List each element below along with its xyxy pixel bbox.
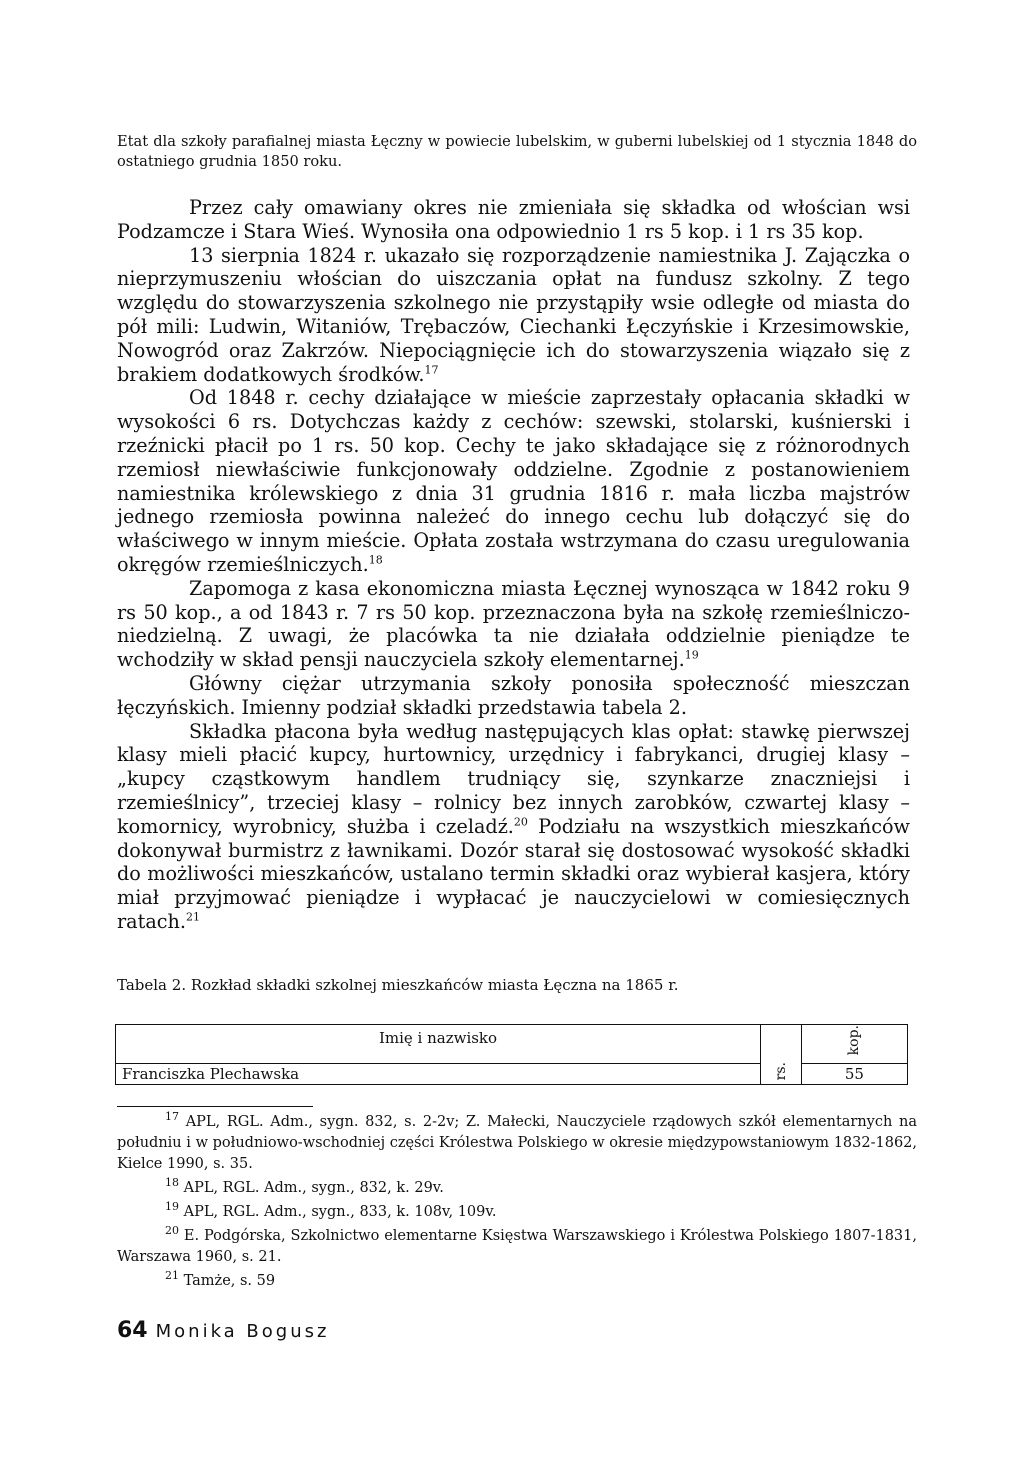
author-name: Monika Bogusz	[155, 1321, 330, 1342]
header-kop: kop.	[801, 1025, 907, 1064]
footnote-ref-19[interactable]: 19	[684, 648, 699, 662]
footnote-divider	[117, 1106, 313, 1107]
paragraph-1: Przez cały omawiany okres nie zmieniała się składka od włościan wsi Podzamcze i Stara Wieś. Wynosiła ona odpowiednio 1 rs 5 kop. i 1 rs 35 kop.	[117, 196, 910, 243]
footnote-21: $^{21}$ Tamże, s. 59	[165, 1269, 276, 1289]
footnote-17: $^{17}$ APL, RGL. Adm., sygn. 832, s. 2-2v; Z. Małecki, Nauczyciele rządowych szkół elementarnych na południu i w południowo-wschodniej części Królestwa Polskiego w okresie międzypowstaniowym 1832-1862, Kielce 1990, s. 35.	[117, 1110, 917, 1172]
header-name: Imię i nazwisko	[116, 1025, 761, 1064]
footnote-ref-17[interactable]: 17	[424, 363, 439, 377]
table-2-caption: Tabela 2. Rozkład składki szkolnej mieszkańców miasta Łęczna na 1865 r.	[117, 976, 679, 994]
paragraph-6: Składka płacona była według następujących klas opłat: stawkę pierwszej klasy mieli płacić kupcy, hurtownicy, urzędnicy i fabrykanci, drugiej klasy – „kupcy cząstkowym handlem trudniący się, szynkarze znaczniejsi i rzemieślnicy”, trzeciej klasy – rolnicy bez innych zarobków, czwartej klasy – komornicy, wyrobnicy, służba i czeladź.$^{20}$ Podziału na wszystkich mieszkańców dokonywał burmistrz z ławnikami. Dozór starał się dostosować wysokość składki do możliwości mieszkańców, ustalano termin składki oraz wybierał kasjera, który miał przyjmować pieniądze i wypłacać je nauczycielowi w comiesięcznych ratach.$^{21}$	[117, 719, 910, 933]
paragraph-3: Od 1848 r. cechy działające w mieście zaprzestały opłacania składki w wysokości 6 rs. Dotychczas każdy z cechów: szewski, stolarski, kuśnierski i rzeźnicki płacił po 1 rs. 50 kop. Cechy te jako składające się z różnorodnych rzemiosł niewłaściwie funkcjonowały oddzielne. Zgodnie z postanowieniem namiestnika królewskiego z dnia 31 grudnia 1816 r. mała liczba majstrów jednego rzemiosła powinna należeć do innego cechu lub dołączyć się do właściwego w innym mieście. Opłata została wstrzymana do czasu uregulowania okręgów rzemieślniczych.$^{18}$	[117, 386, 910, 576]
cell-kop: 55	[801, 1064, 907, 1085]
footnote-20: $^{20}$ E. Podgórska, Szkolnictwo elementarne Księstwa Warszawskiego i Królestwa Polskiego 1807-1831, Warszawa 1960, s. 21.	[117, 1224, 917, 1265]
footnote-ref-21[interactable]: 21	[185, 910, 200, 924]
header-rs: rs.	[761, 1025, 802, 1085]
footnote-ref-20[interactable]: 20	[513, 815, 528, 829]
footnote-19: $^{19}$ APL, RGL. Adm., sygn., 833, k. 108v, 109v.	[165, 1200, 497, 1220]
page-number: 64	[117, 1318, 148, 1343]
footnote-ref-18[interactable]: 18	[368, 553, 383, 567]
paragraph-5: Główny ciężar utrzymania szkoły ponosiła społeczność mieszczan łęczyńskich. Imienny podział składki przedstawia tabela 2.	[117, 671, 910, 719]
page-footer	[117, 1318, 329, 1343]
paragraph-2: 13 sierpnia 1824 r. ukazało się rozporządzenie namiestnika J. Zajączka o nieprzymuszeniu włościan do uiszczania opłat na fundusz szkolny. Z tego względu do stowarzyszenia szkolnego nie przystąpiły wsie odległe od miasta do pół mili: Ludwin, Witaniów, Trębaczów, Ciechanki Łęczyńskie i Krzesimowskie, Nowogród oraz Zakrzów. Niepociągnięcie ich do stowarzyszenia wiązało się z brakiem dodatkowych środków.$^{17}$	[117, 243, 910, 386]
footnotes	[117, 1112, 917, 1295]
table-1-caption: Etat dla szkoły parafialnej miasta Łęczny w powiecie lubelskim, w guberni lubelskiej od 1 stycznia 1848 do ostatniego grudnia 1850 roku.	[117, 133, 917, 170]
table-header-row	[116, 1025, 908, 1064]
footnote-18: $^{18}$ APL, RGL. Adm., sygn., 832, k. 29v.	[165, 1176, 444, 1196]
paragraph-4: Zapomoga z kasa ekonomiczna miasta Łęcznej wynosząca w 1842 roku 9 rs 50 kop., a od 1843 r. 7 rs 50 kop. przeznaczona była na szkołę rzemieślniczo-niedzielną. Z uwagi, że placówka ta nie działała oddzielnie pieniądze te wchodziły w skład pensji nauczyciela szkoły elementarnej.$^{19}$	[117, 576, 910, 672]
contribution-table	[115, 1024, 908, 1085]
cell-name: Franciszka Plechawska	[116, 1064, 761, 1085]
main-text	[117, 196, 910, 934]
